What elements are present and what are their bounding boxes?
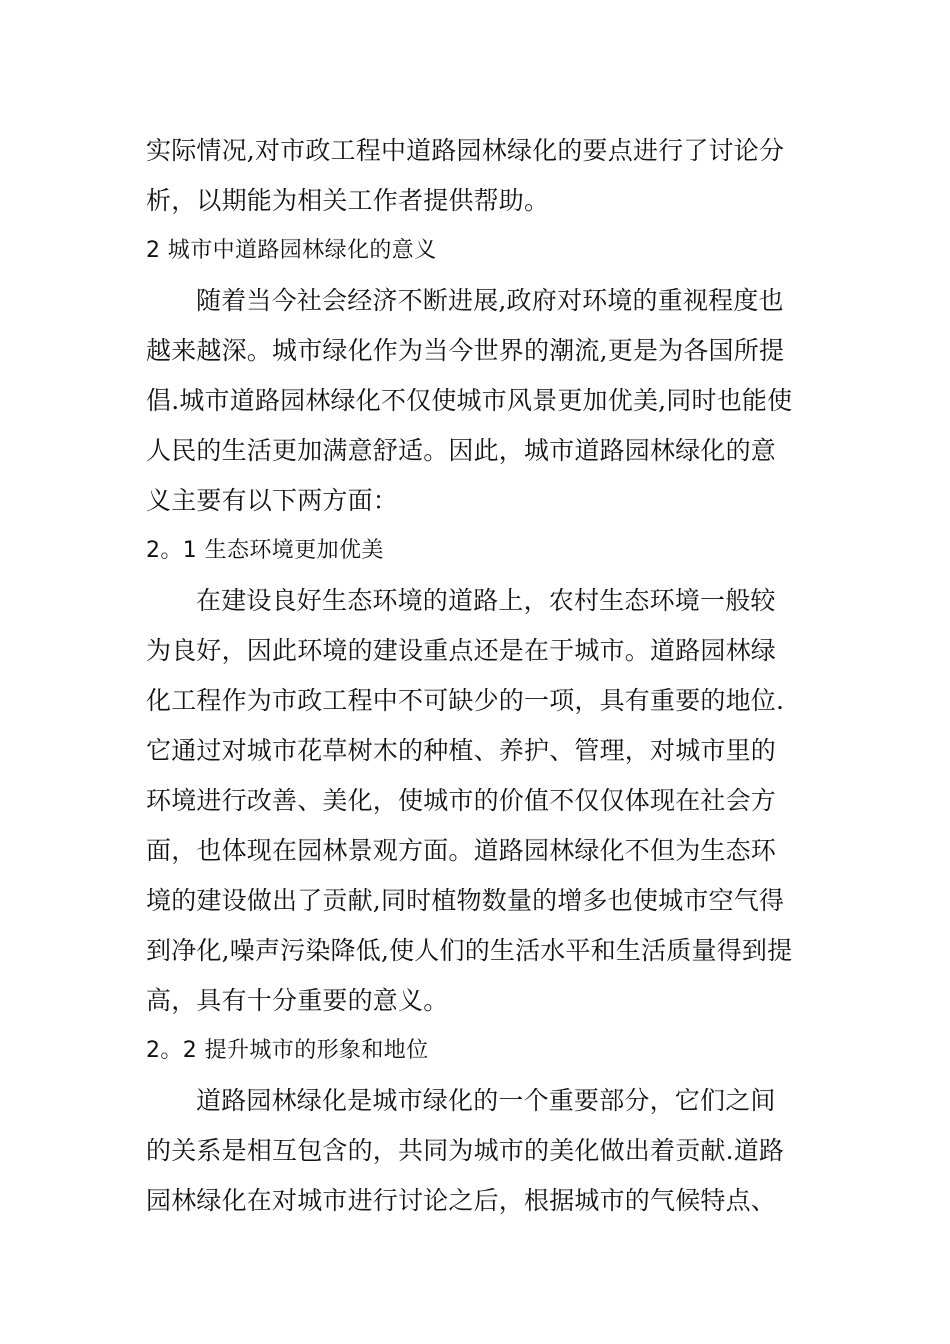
paragraph <box>146 576 804 1026</box>
paragraph-line: 为良好，因此环境的建设重点还是在于城市。道路园林绿 <box>146 636 777 665</box>
paragraph-line: 随着当今社会经济不断进展,政府对环境的重视程度也 <box>196 286 784 315</box>
heading-text: 2。1 生态环境更加优美 <box>146 538 384 563</box>
section-heading <box>146 226 804 276</box>
paragraph-line: 它通过对城市花草树木的种植、养护、管理，对城市里的 <box>146 736 777 765</box>
heading-text: 2 城市中道路园林绿化的意义 <box>146 238 437 263</box>
paragraph-line: 的关系是相互包含的，共同为城市的美化做出着贡献.道路 <box>146 1136 785 1165</box>
paragraph-line: 义主要有以下两方面： <box>146 486 399 515</box>
paragraph-line: 析，以期能为相关工作者提供帮助。 <box>146 186 550 215</box>
paragraph <box>146 126 804 226</box>
paragraph-line: 倡.城市道路园林绿化不仅使城市风景更加优美,同时也能使 <box>146 386 793 415</box>
paragraph-line: 到净化,噪声污染降低,使人们的生活水平和生活质量得到提 <box>146 936 793 965</box>
paragraph-line: 实际情况,对市政工程中道路园林绿化的要点进行了讨论分 <box>146 136 785 165</box>
paragraph-line: 人民的生活更加满意舒适。因此，城市道路园林绿化的意 <box>146 436 777 465</box>
heading-text: 2。2 提升城市的形象和地位 <box>146 1038 429 1063</box>
paragraph <box>146 1076 804 1226</box>
paragraph-line: 境的建设做出了贡献,同时植物数量的增多也使城市空气得 <box>146 886 785 915</box>
paragraph-line: 在建设良好生态环境的道路上，农村生态环境一般较 <box>196 586 776 615</box>
paragraph-line: 道路园林绿化是城市绿化的一个重要部分，它们之间 <box>196 1086 776 1115</box>
paragraph-line: 越来越深。城市绿化作为当今世界的潮流,更是为各国所提 <box>146 336 785 365</box>
section-heading <box>146 526 804 576</box>
paragraph-line: 高，具有十分重要的意义。 <box>146 986 449 1015</box>
paragraph-line: 面，也体现在园林景观方面。道路园林绿化不但为生态环 <box>146 836 777 865</box>
paragraph-line: 化工程作为市政工程中不可缺少的一项，具有重要的地位. <box>146 686 785 715</box>
paragraph-line: 环境进行改善、美化，使城市的价值不仅仅体现在社会方 <box>146 786 777 815</box>
paragraph <box>146 276 804 526</box>
paragraph-line: 园林绿化在对城市进行讨论之后，根据城市的气候特点、 <box>146 1186 777 1215</box>
section-heading <box>146 1026 804 1076</box>
document-body <box>146 126 804 1226</box>
